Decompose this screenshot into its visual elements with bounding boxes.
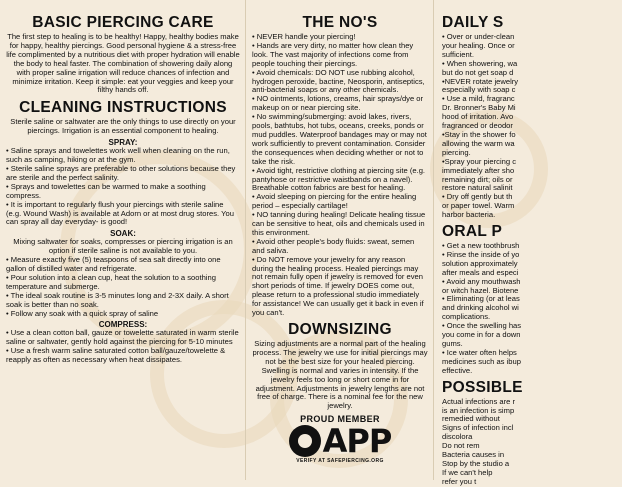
list-item: • Follow any soak with a quick spray of saline xyxy=(6,308,159,318)
list-item: discolora xyxy=(442,432,473,442)
list-item: effective. xyxy=(442,365,473,375)
list-item: • Avoid chemicals: DO NOT use rubbing alcohol, hydrogen peroxide, bactine, Neosporin, antiseptics, anti-bacterial soaps or any other chemicals. xyxy=(252,67,425,95)
oral-list xyxy=(442,242,622,376)
panel-fold xyxy=(245,0,246,480)
soak-heading: SOAK: xyxy=(110,229,136,239)
list-item: solution approximately xyxy=(442,258,518,268)
compress-heading: COMPRESS: xyxy=(98,320,148,330)
list-item: • Use a clean cotton ball, gauze or towelette saturated in warm sterile saline or saltwater, gently hold against the piercing for 5-10 minutes xyxy=(6,328,239,347)
list-item: • Eliminating (or at leas xyxy=(442,294,520,304)
app-member-badge xyxy=(248,414,432,464)
list-item: and drinking alcohol wi xyxy=(442,303,519,313)
list-item: • Sprays and towelettes can be warmed to make a soothing compress. xyxy=(6,181,206,200)
spray-list xyxy=(6,147,240,227)
list-item: fragranced or deodor xyxy=(442,121,513,131)
list-item: Dr. Bronner's Baby Mi xyxy=(442,103,516,113)
list-item: especially with soap c xyxy=(442,85,516,95)
oral-title: ORAL P xyxy=(442,223,503,241)
list-item: • Ice water often helps xyxy=(442,347,517,357)
panel-fold xyxy=(433,0,434,480)
list-item: • Once the swelling has xyxy=(442,321,522,331)
list-item: you come in for a down xyxy=(442,330,521,340)
list-item: Do not rem xyxy=(442,441,480,451)
list-item: • Use a mild, fragranc xyxy=(442,94,515,104)
list-item: • When showering, wa xyxy=(442,58,518,68)
badge-verify: VERIFY AT SAFEPIERCING.ORG xyxy=(296,458,384,464)
list-item: Signs of infection incl xyxy=(442,423,514,433)
downsizing-text: Sizing adjustments are a normal part of the healing process. The jewelry we use for initial piercings may not be the best size for your healed piercing. Swelling is normal and varies in intensity. If the jewelry feels too long or short come in for adjustment. Adjustments in jewelry lengths are not free of charge. There is a nominal fee for the new jewelry. xyxy=(252,339,428,411)
badge-proud-member: PROUD MEMBER xyxy=(300,414,380,424)
list-item: Bacteria causes in xyxy=(442,450,505,460)
list-item: • Avoid tight, restrictive clothing at piercing site (e.g. pantyhose or restrictive waistbands on a navel). Breathable cotton fabrics are best for healing. xyxy=(252,165,426,193)
the-nos-title: THE NO'S xyxy=(302,14,378,31)
soak-intro: Mixing saltwater for soaks, compresses or piercing irrigation is an option if sterile saline is not available to you. xyxy=(13,237,233,256)
list-item: remedied without xyxy=(442,414,500,424)
list-item: •NEVER rotate jewelry xyxy=(442,76,519,86)
list-item: •Stay in the shower fo xyxy=(442,129,516,139)
list-item: allowing the warm wa xyxy=(442,138,515,148)
list-item: • No swimming/submerging: avoid lakes, rivers, pools, bathtubs, hot tubs, oceans, creeks, ponds or mud puddles. Waterproof bandages may or may not work sufficiently to prevent contamination. Consider the consequences when deciding whether or not to take the risk. xyxy=(252,112,427,166)
basic-care-panel xyxy=(0,0,244,480)
basic-care-title: BASIC PIERCING CARE xyxy=(32,14,214,31)
list-item: or witch hazel. Biotene xyxy=(442,285,519,295)
list-item: gums. xyxy=(442,339,463,348)
list-item: • Dry off gently but th xyxy=(442,192,513,202)
soak-list xyxy=(6,256,240,318)
list-item: • Avoid any mouthwash xyxy=(442,276,521,286)
downsizing-title: DOWNSIZING xyxy=(288,321,392,338)
list-item: or paper towel. Warm xyxy=(442,201,515,211)
list-item: • Pour solution into a clean cup, heat the solution to a soothing temperature and submerge. xyxy=(6,272,216,291)
daily-care-panel xyxy=(436,0,523,486)
list-item: • Measure exactly five (5) teaspoons of sea salt directly into one gallon of distilled water and refrigerate. xyxy=(6,255,221,274)
daily-title: DAILY S xyxy=(442,14,504,31)
list-item: • Use a fresh warm saline saturated cotton ball/gauze/towelette & reapply as often as necessary when heat dissipates. xyxy=(6,346,226,365)
list-item: • Hands are very dirty, no matter how clean they look. The vast majority of infections come from people touching their piercings. xyxy=(252,40,414,68)
list-item: harbor bacteria. xyxy=(442,210,496,220)
list-item: • Rinse the inside of yo xyxy=(442,249,520,259)
app-ring-icon xyxy=(289,425,321,457)
list-item: Actual infections are r xyxy=(442,396,516,406)
list-item: immediately after sho xyxy=(442,165,515,175)
list-item: • Get a new toothbrush xyxy=(442,241,520,251)
list-item: after meals and especi xyxy=(442,267,519,277)
list-item: Stop by the studio a xyxy=(442,458,510,468)
list-item: is an infection is simp xyxy=(442,405,515,415)
list-item: medicines such as ibup xyxy=(442,356,521,366)
list-item: remaining dirt; oils or xyxy=(442,174,513,184)
app-logo-text: APP xyxy=(322,422,392,460)
list-item: • Do NOT remove your jewelry for any reason during the healing process. Healed piercings may not remain fully open if jewelry is removed for even short periods of time. If jewelry DOES come out, please return to a professional studio immediately for assistance! We can usually get it back in even if you can't. xyxy=(252,254,424,318)
list-item: • The ideal soak routine is 3-5 minutes long and 2-3X daily. A short soak is better than no soak. xyxy=(6,290,229,309)
list-item: sufficient. xyxy=(442,49,474,59)
list-item: complications. xyxy=(442,312,491,322)
possible-list xyxy=(442,398,622,487)
list-item: If we can't help xyxy=(442,467,493,477)
list-item: • Saline sprays and towelettes work well when cleaning on the run, such as camping, hiking or at the gym. xyxy=(6,146,230,165)
cleaning-intro: Sterile saline or saltwater are the only things to use directly on your piercings. Irrigation is an essential component to healing. xyxy=(10,117,236,136)
list-item: piercing. xyxy=(442,147,471,157)
list-item: • Sterile saline sprays are preferable to other solutions because they are sterile and the perfect salinity. xyxy=(6,163,236,182)
compress-list xyxy=(6,329,240,365)
list-item: • NO ointments, lotions, creams, hair sprays/dye or makeup on or near piercing site. xyxy=(252,94,424,113)
nos-list xyxy=(252,33,428,318)
list-item: but do not get soap d xyxy=(442,67,514,77)
list-item: restore natural salinit xyxy=(442,183,513,193)
list-item: • Avoid sleeping on piercing for the entire healing period – especially cartilage! xyxy=(252,192,417,211)
list-item: • NEVER handle your piercing! xyxy=(252,32,356,41)
list-item: • It is important to regularly flush your piercings with sterile saline (e.g. Wound Wash) is available at Adorn or at most drug stores. You can spray all day everyday- is good! xyxy=(6,199,234,227)
list-item: • Avoid other people's body fluids: sweat, semen and saliva. xyxy=(252,236,415,255)
daily-list xyxy=(442,33,622,220)
spray-heading: SPRAY: xyxy=(108,138,138,148)
list-item: your healing. Once or xyxy=(442,40,515,50)
the-nos-panel xyxy=(248,0,432,480)
basic-care-intro: The first step to healing is to be healthy! Happy, healthy bodies make for happy, healthy piercings. Good personal hygiene & a stress-free life complimented by a nutritious diet with proper hydration will enable the body to heal faster. The combination of showering daily along with proper saline irrigation will reduce chances of infection and minimize irritation. Keep it simple: eat your veggies and keep your filthy hands off. xyxy=(6,32,240,95)
list-item: • NO tanning during healing! Delicate healing tissue can be sensitive to heat, oils and chemicals used in this environment. xyxy=(252,210,426,237)
app-logo xyxy=(248,422,432,460)
possible-title: POSSIBLE xyxy=(442,378,523,396)
list-item: • Over or under-clean xyxy=(442,32,515,41)
list-item: refer you t xyxy=(442,476,477,486)
list-item: hood of irritation. Avo xyxy=(442,112,514,122)
cleaning-title: CLEANING INSTRUCTIONS xyxy=(19,99,227,117)
list-item: •Spray your piercing c xyxy=(442,156,516,166)
